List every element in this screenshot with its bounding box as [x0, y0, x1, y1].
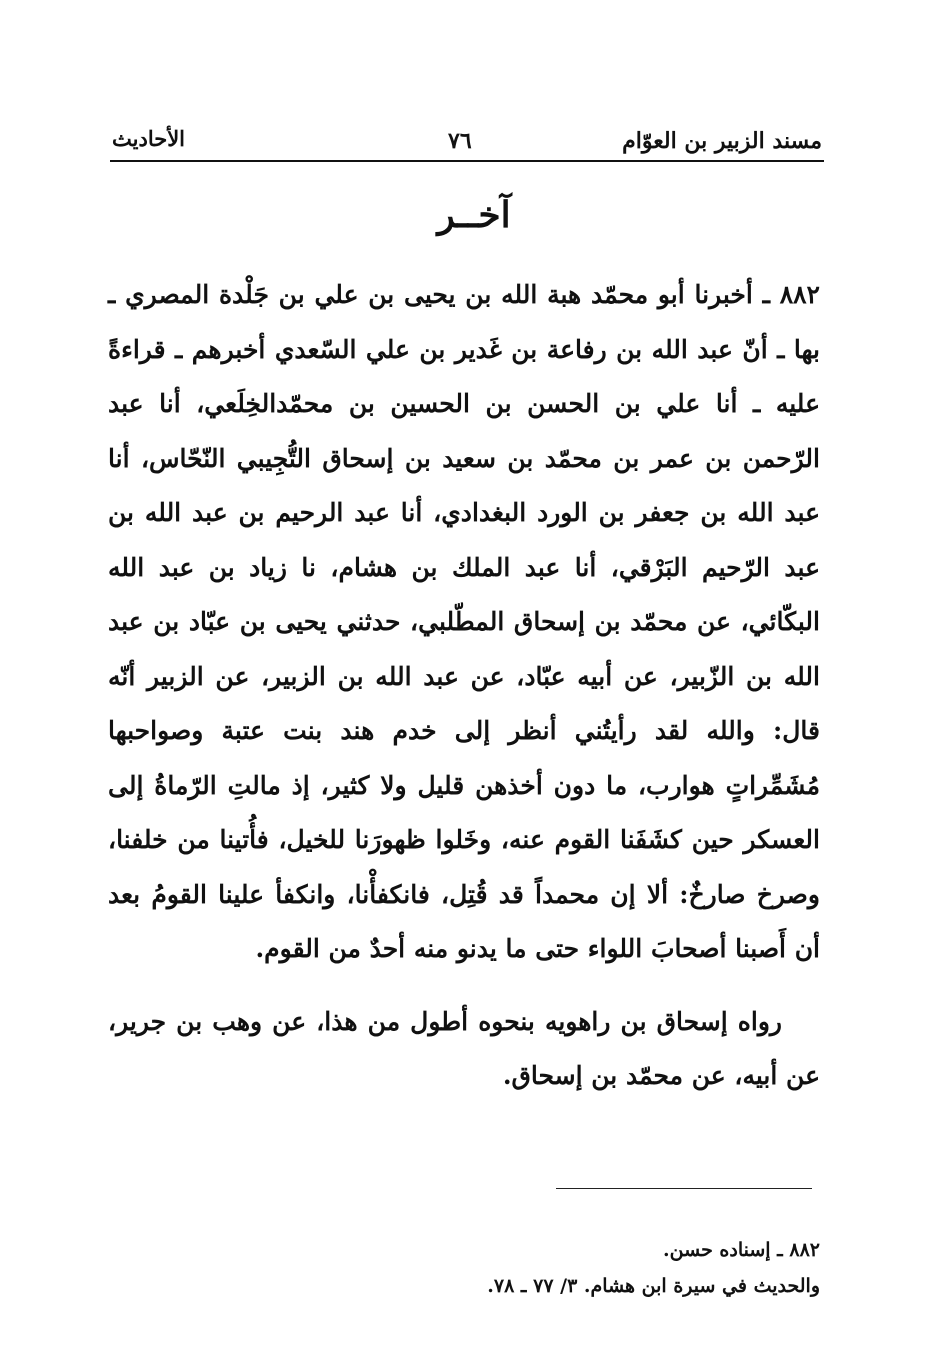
hadith-paragraph: ٨٨٢ ـ أخبرنا أبو محمّد هبة الله بن يحيى بن علي بن جَلْدة المصري ـ بها ـ أنّ عبد الله بن رفاعة بن غَدير بن علي السّعدي أخبرهم ـ قراءةً عليه ـ أنا علي بن الحسن بن الحسين بن محمّدالخِلَعي، أنا عبد الرّحمن بن عمر بن محمّد بن سعيد بن إسحاق التُّجِيبي النّحّاس، أنا عبد الله بن جعفر بن الورد البغدادي، أنا عبد الرحيم بن عبد الله بن عبد الرّحيم البَرْقي، أنا عبد الملك بن هشام، نا زياد بن عبد الله البكّائي، عن محمّد بن إسحاق المطّلبي، حدثني يحيى بن عبّاد بن عبد الله بن الزّبير، عن أبيه عبّاد، عن عبد الله بن الزبير، عن الزبير أنّه قال: والله لقد رأيتُني أنظر إلى خدم هند بنت عتبة وصواحبها مُشَمِّراتٍ هوارب، ما دون أخذهن قليل ولا كثير، إذ مالتِ الرّماةُ إلى العسكر حين كشَفَنا القوم عنه، وخَلوا ظهورَنا للخيل، فأُتينا من خلفنا، وصرخ صارخٌ: ألا إن محمداً قد قُتِل، فانكفأْنا، وانكفأ علينا القومُ بعد أن أَصبنا أصحابَ اللواء حتى ما يدنو منه أحدٌ من القوم.: [108, 280, 820, 963]
footnotes: [300, 1232, 820, 1304]
page-number: ٧٦: [448, 128, 472, 154]
running-header: [112, 122, 822, 160]
section-title: الأحاديث: [112, 126, 186, 151]
footnote-line: والحديث في سيرة ابن هشام. ٣/ ٧٧ ـ ٧٨.: [487, 1275, 820, 1297]
book-title: مسند الزبير بن العوّام: [622, 128, 822, 154]
footnote-line: ٨٨٢ ـ إسناده حسن.: [663, 1239, 820, 1261]
commentary-paragraph: رواه إسحاق بن راهويه بنحوه أطول من هذا، عن وهب بن جرير، عن أبيه، عن محمّد بن إسحاق.: [108, 1006, 820, 1090]
header-rule: [110, 160, 824, 162]
footnote-rule: [556, 1188, 812, 1189]
chapter-heading: آخــر: [437, 194, 511, 236]
main-text: [108, 268, 820, 1104]
